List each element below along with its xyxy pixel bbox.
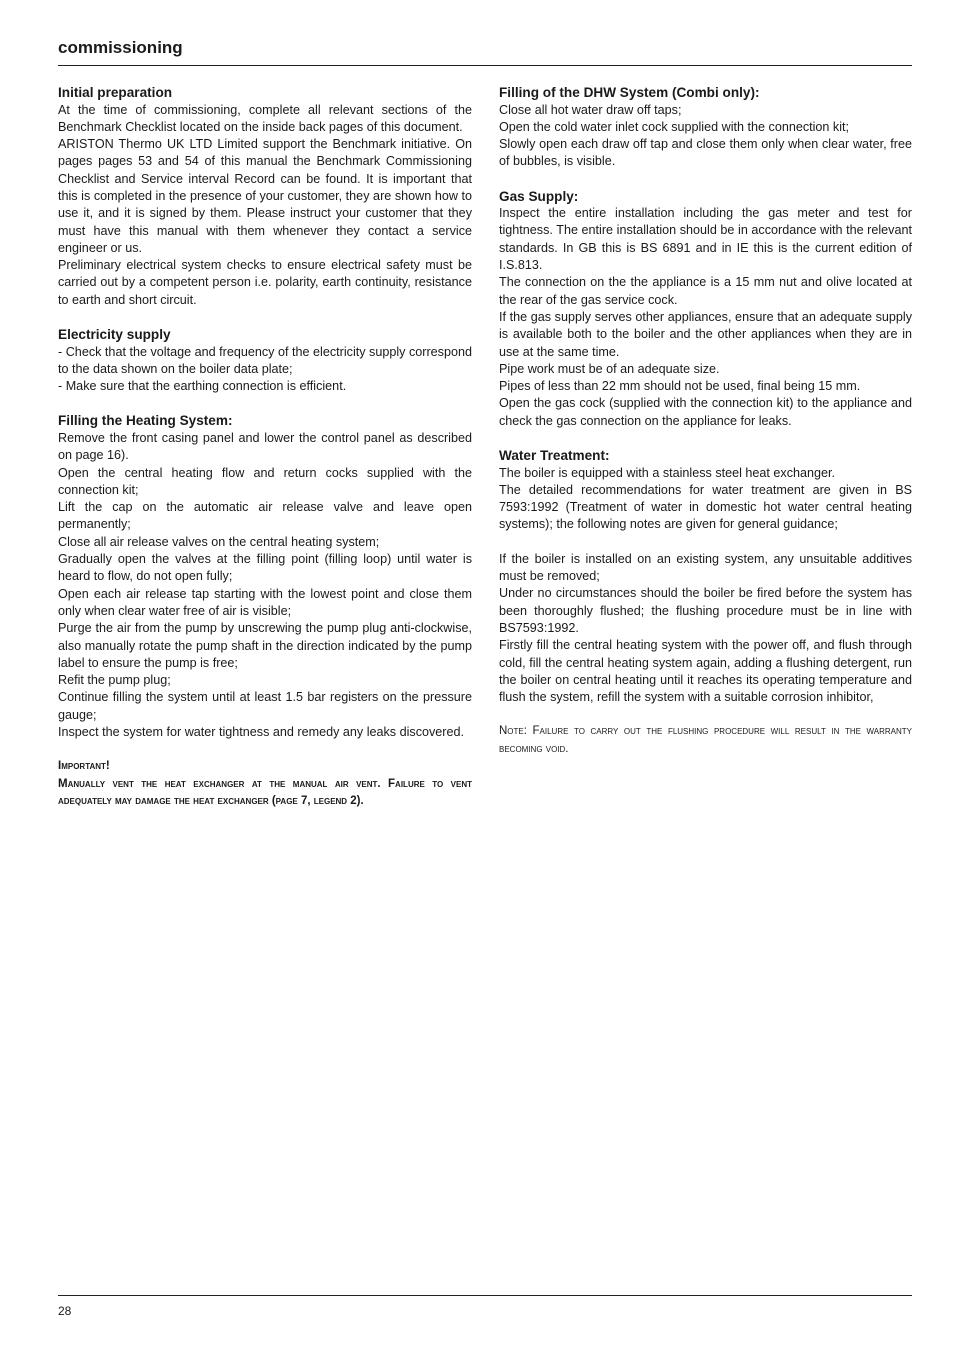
paragraph: Open the central heating flow and return cocks supplied with the connection kit; [58, 465, 472, 497]
paragraph: Gradually open the valves at the filling point (filling loop) until water is heard to flow, do not open fully; [58, 552, 472, 584]
paragraph: Inspect the entire installation including the gas meter and test for tightness. The entire installation should be in accordance with the relevant standards. In GB this is BS 6891 and in IE this is the current edition of I.S.813. [499, 206, 912, 273]
filling-heating-section [58, 412, 472, 741]
right-column [499, 84, 912, 775]
paragraph: The boiler is equipped with a stainless steel heat exchanger. [499, 465, 836, 480]
gas-supply-heading: Gas Supply: [499, 188, 579, 204]
paragraph: Firstly fill the central heating system with the power off, and flush through cold, fill the central heating system again, adding a flushing detergent, run the boiler on central heating until it reaches its operating temperature and flush the system, refill the system with a suitable corrosion inhibitor, [499, 638, 912, 705]
page-title: commissioning [58, 38, 912, 66]
warranty-note [499, 723, 912, 758]
paragraph: Remove the front casing panel and lower the control panel as described on page 16). [58, 430, 472, 463]
electricity-supply-heading: Electricity supply [58, 327, 171, 343]
paragraph: ARISTON Thermo UK LTD Limited support the Benchmark initiative. On pages pages 53 and 54 of this manual the Benchmark Commissioning Checklist and Service interval Record can be found. It is important that this is completed in the presence of your customer, they are shown how to use it, and it is signed by them. Please instruct your customer that they must have this manual with them whenever they contact a service engineer or us. [58, 137, 472, 255]
paragraph: Pipes of less than 22 mm should not be used, final being 15 mm. [499, 379, 861, 394]
paragraph: - Make sure that the earthing connection is efficient. [58, 379, 347, 394]
page-footer [58, 1295, 912, 1318]
filling-heating-heading: Filling the Heating System: [58, 413, 233, 429]
important-title: Important! [58, 760, 110, 773]
paragraph: Refit the pump plug; [58, 673, 171, 688]
spacer [499, 534, 912, 551]
paragraph: Continue filling the system until at least 1.5 bar registers on the pressure gauge; [58, 690, 472, 722]
dhw-filling-section [499, 84, 912, 171]
warranty-note-text: Note: Failure to carry out the flushing procedure will result in the warranty becoming void. [499, 725, 912, 755]
paragraph: Lift the cap on the automatic air release valve and leave open permanently; [58, 500, 472, 532]
electricity-supply-section [58, 326, 472, 395]
paragraph: Preliminary electrical system checks to ensure electrical safety must be carried out by a competent person i.e. polarity, earth continuity, resistance to earth and short circuit. [58, 258, 472, 307]
paragraph: - Check that the voltage and frequency of the electricity supply correspond to the data shown on the boiler data plate; [58, 344, 472, 376]
left-column [58, 84, 472, 828]
water-treatment-heading: Water Treatment: [499, 448, 610, 464]
paragraph: The connection on the the appliance is a 15 mm nut and olive located at the rear of the gas service cock. [499, 275, 912, 307]
paragraph: Purge the air from the pump by unscrewing the pump plug anti-clockwise, also manually rotate the pump shaft in the direction indicated by the pump label to ensure the pump is free; [58, 621, 472, 670]
paragraph: Slowly open each draw off tap and close them only when clear water, free of bubbles, is visible. [499, 137, 912, 169]
paragraph: Open each air release tap starting with the lowest point and close them only when clear water free of air is visible; [58, 586, 472, 618]
gas-supply-section [499, 188, 912, 430]
page-header [58, 38, 912, 66]
dhw-filling-heading: Filling of the DHW System (Combi only): [499, 85, 760, 100]
paragraph: Inspect the system for water tightness and remedy any leaks discovered. [58, 725, 464, 739]
paragraph: If the gas supply serves other appliances, ensure that an adequate supply is available both to the boiler and the other appliances when they are in use at the same time. [499, 309, 912, 359]
initial-preparation-heading: Initial preparation [58, 85, 173, 100]
paragraph: Close all hot water draw off taps; [499, 102, 682, 117]
important-notice [58, 758, 472, 811]
paragraph: Under no circumstances should the boiler be fired before the system has been thoroughly flushed; the flushing procedure must be in line with BS7593:1992. [499, 586, 912, 635]
paragraph: Pipe work must be of an adequate size. [499, 361, 720, 376]
paragraph: The detailed recommendations for water treatment are given in BS 7593:1992 (Treatment of water in domestic hot water central heating systems); the following notes are given for general guidance; [499, 482, 912, 532]
paragraph: Open the cold water inlet cock supplied with the connection kit; [499, 119, 850, 134]
initial-preparation-section [58, 84, 472, 309]
important-body: Manually vent the heat exchanger at the manual air vent. Failure to vent adequately may damage the heat exchanger (page 7, legend 2). [58, 777, 472, 808]
paragraph: Open the gas cock (supplied with the connection kit) to the appliance and check the gas connection on the appliance for leaks. [499, 396, 912, 428]
paragraph: Close all air release valves on the central heating system; [58, 534, 380, 549]
paragraph: At the time of commissioning, complete all relevant sections of the Benchmark Checklist located on the inside back pages of this document. [58, 102, 472, 134]
paragraph: If the boiler is installed on an existing system, any unsuitable additives must be removed; [499, 551, 912, 584]
water-treatment-section [499, 447, 912, 706]
page-number: 28 [58, 1304, 72, 1318]
